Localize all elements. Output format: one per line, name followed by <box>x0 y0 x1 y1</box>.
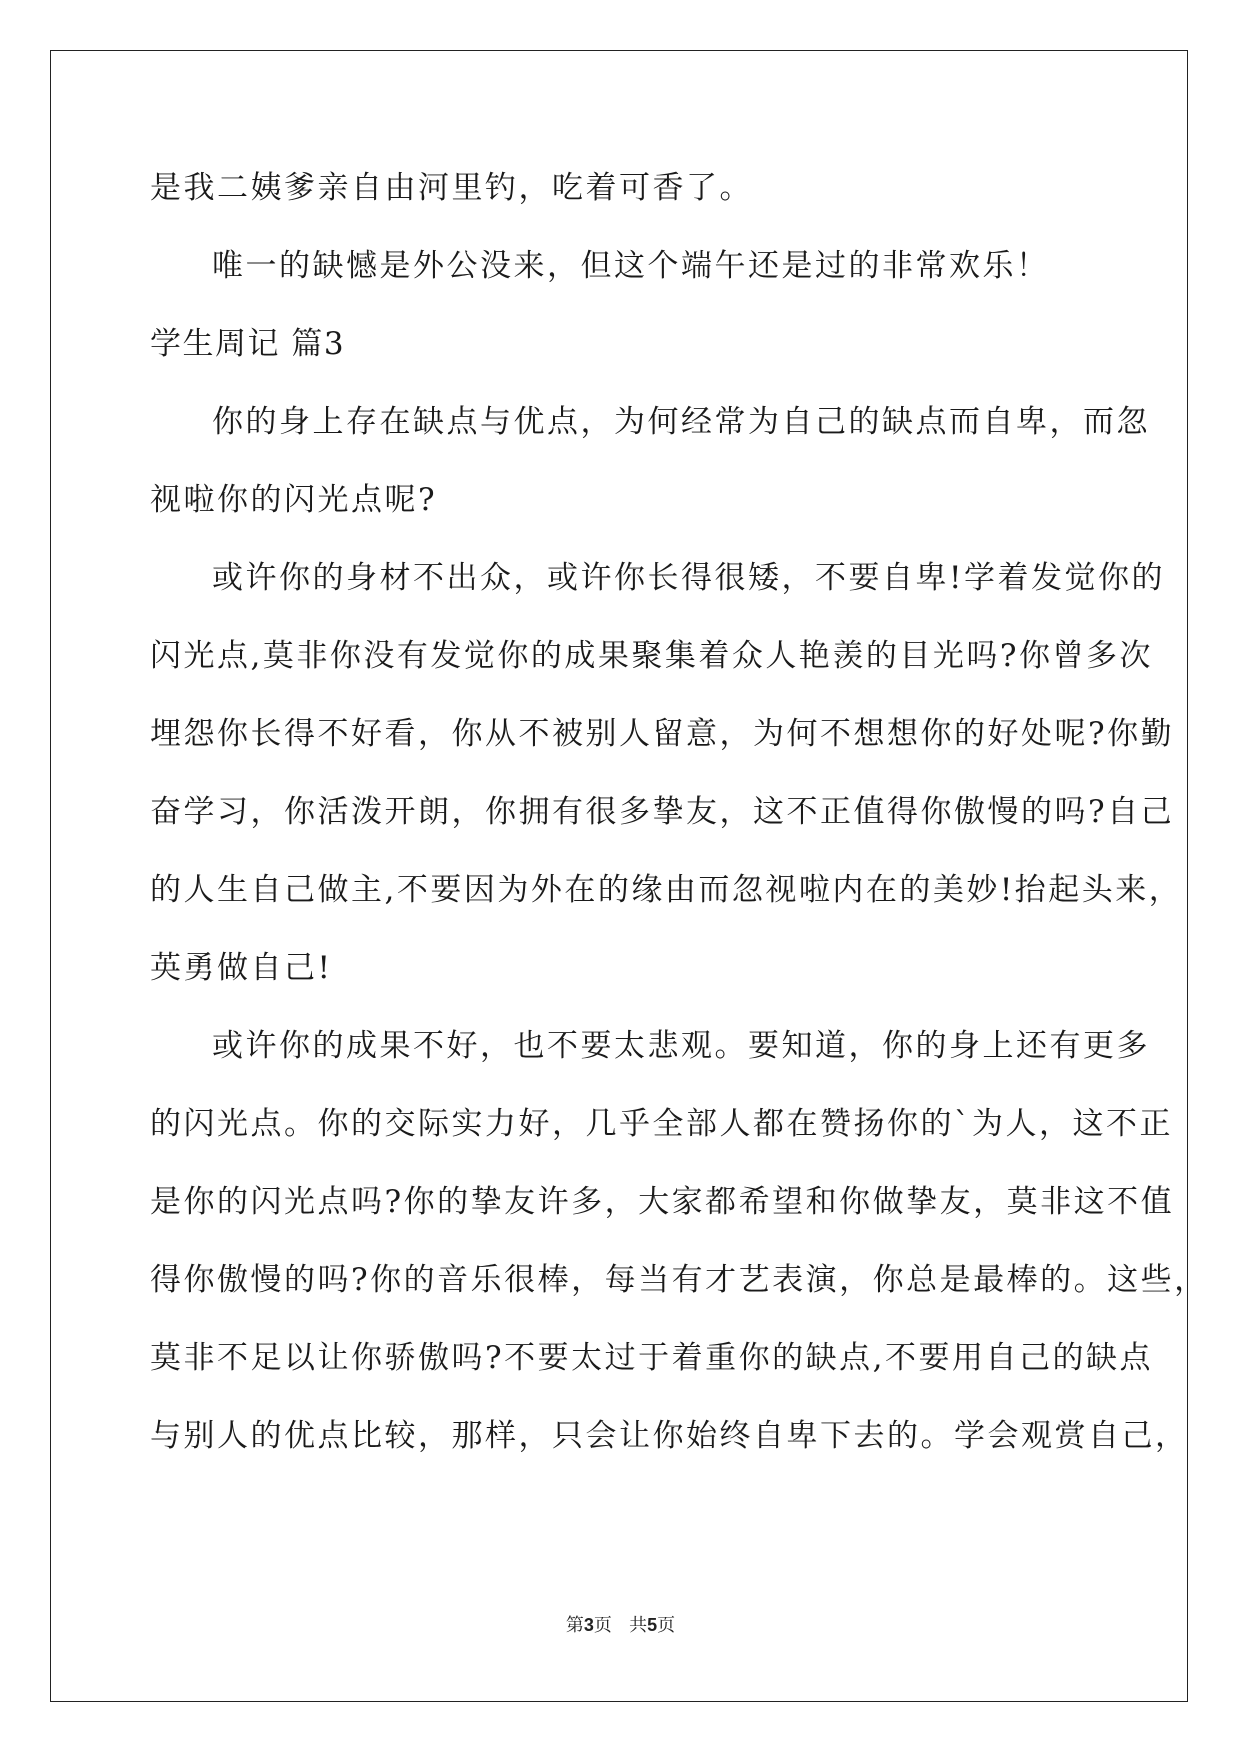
text-line: 得你傲慢的吗?你的音乐很棒，每当有才艺表演，你总是最棒的。这些， <box>150 1262 1208 1298</box>
text-line: 唯一的缺憾是外公没来，但这个端午还是过的非常欢乐！ <box>212 248 1050 284</box>
text-line: 与别人的优点比较，那样，只会让你始终自卑下去的。学会观赏自己， <box>150 1418 1189 1454</box>
text-line: 是你的闪光点吗?你的挚友许多，大家都希望和你做挚友，莫非这不值 <box>150 1184 1175 1220</box>
footer-total-prefix: 共 <box>629 1615 648 1636</box>
text-line: 奋学习，你活泼开朗，你拥有很多挚友，这不正值得你傲慢的吗?自己 <box>150 794 1175 830</box>
text-line: 英勇做自己! <box>150 950 333 986</box>
text-line: 莫非不足以让你骄傲吗?不要太过于着重你的缺点,不要用自己的缺点 <box>150 1340 1153 1376</box>
text-line: 的人生自己做主,不要因为外在的缘由而忽视啦内在的美妙!抬起头来， <box>150 872 1183 908</box>
text-line: 或许你的成果不好，也不要太悲观。要知道，你的身上还有更多 <box>212 1028 1150 1064</box>
text-line: 或许你的身材不出众，或许你长得很矮，不要自卑!学着发觉你的 <box>212 560 1165 596</box>
footer-prefix: 第 <box>565 1615 584 1636</box>
text-line: 埋怨你长得不好看，你从不被别人留意，为何不想想你的好处呢?你勤 <box>150 716 1175 752</box>
text-line: 闪光点,莫非你没有发觉你的成果聚集着众人艳羡的目光吗?你曾多次 <box>150 638 1153 674</box>
footer-page-word: 页 <box>593 1615 612 1636</box>
document-body <box>150 160 1208 1486</box>
text-line: 的闪光点。你的交际实力好，几乎全部人都在赞扬你的`为人，这不正 <box>150 1106 1173 1142</box>
text-line: 是我二姨爹亲自由河里钓，吃着可香了。 <box>150 170 753 206</box>
footer-total-suffix: 页 <box>657 1615 676 1636</box>
text-line: 视啦你的闪光点呢? <box>150 482 438 518</box>
section-heading: 学生周记 篇3 <box>150 326 346 362</box>
page-footer <box>0 1611 1241 1637</box>
current-page-number: 3 <box>583 1615 594 1635</box>
total-pages-number: 5 <box>647 1615 658 1635</box>
text-line: 你的身上存在缺点与优点，为何经常为自己的缺点而自卑，而忽 <box>212 404 1150 440</box>
